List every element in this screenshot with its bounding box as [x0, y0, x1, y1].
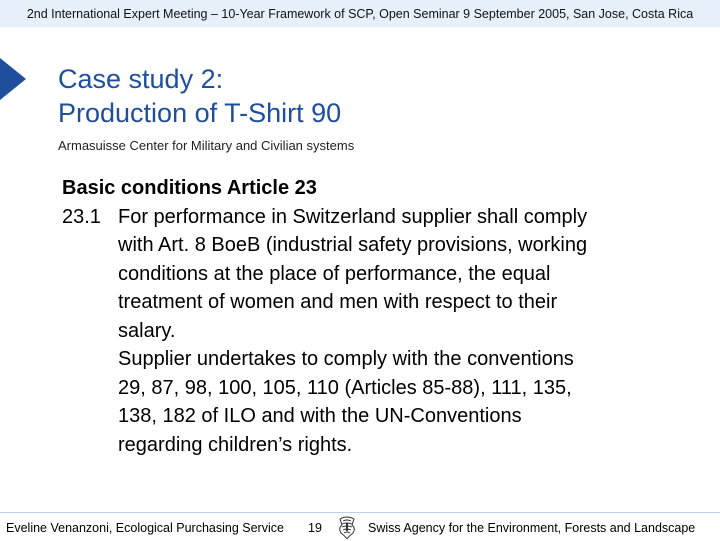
item-line: regarding children’s rights.	[118, 433, 353, 456]
item-line: conditions at the place of performance, the equal	[118, 262, 551, 285]
page-number: 19	[308, 521, 322, 535]
swiss-federal-emblem-icon	[336, 515, 358, 539]
item-line: treatment of women and men with respect to their	[118, 291, 558, 313]
title-line-1: Case study 2:	[58, 64, 224, 94]
item-number: 23.1	[62, 205, 101, 228]
item-line: Supplier undertakes to comply with the conventions	[118, 348, 574, 370]
item-text	[118, 203, 702, 232]
section-heading: Basic conditions Article 23	[62, 177, 317, 199]
item-continuation	[62, 231, 702, 459]
footer	[0, 512, 720, 541]
slide-body	[62, 174, 702, 459]
item-line: For performance in Switzerland supplier shall comply	[118, 205, 588, 228]
arrow-bullet-icon	[0, 58, 26, 100]
item-line: 29, 87, 98, 100, 105, 110 (Articles 85-88), 111, 135,	[118, 376, 572, 399]
item-line: 138, 182 of ILO and with the UN-Conventions	[118, 405, 522, 427]
item-line: salary.	[118, 319, 176, 342]
item-line: with Art. 8 BoeB (industrial safety provisions, working	[118, 234, 588, 256]
footer-author: Eveline Venanzoni, Ecological Purchasing Service	[6, 521, 284, 535]
footer-agency: Swiss Agency for the Environment, Forests and Landscape	[368, 521, 696, 535]
header-band	[0, 0, 720, 27]
header-text: 2nd International Expert Meeting – 10-Year Framework of SCP, Open Seminar 9 September 2005, San Jose, Costa Rica	[26, 6, 694, 21]
slide-title	[58, 62, 341, 130]
article-item	[62, 203, 702, 232]
slide-subtitle: Armasuisse Center for Military and Civilian systems	[58, 138, 355, 153]
title-line-2: Production of T-Shirt 90	[58, 98, 342, 128]
